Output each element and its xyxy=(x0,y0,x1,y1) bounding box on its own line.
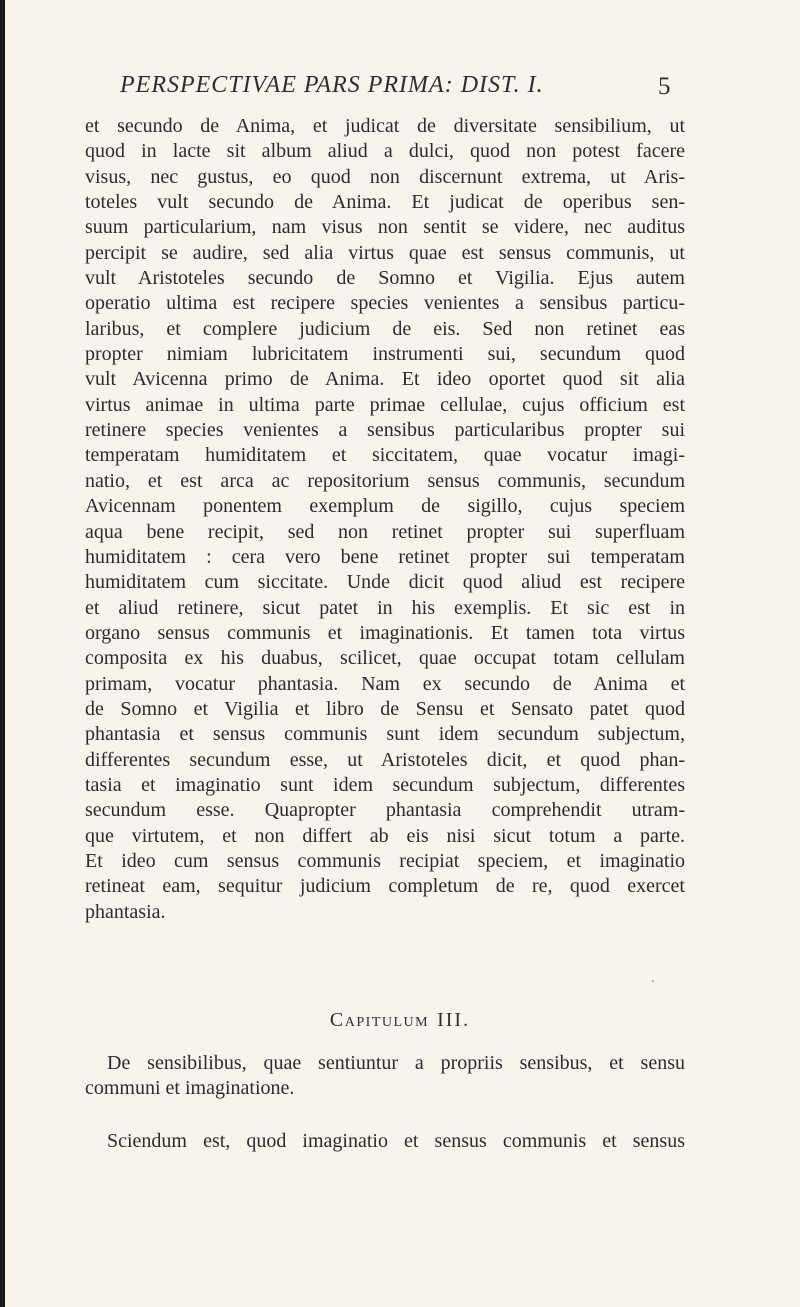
text-line: retineat eam, sequitur judicium completum de re, quod exercet xyxy=(85,875,685,898)
text-line: suum particularium, nam visus non sentit se videre, nec auditus xyxy=(85,216,685,239)
page-number: 5 xyxy=(658,73,671,100)
text-line: retinere species venientes a sensibus particularibus propter sui xyxy=(85,419,685,442)
chapter-label: Capitulum xyxy=(329,1009,430,1031)
running-title: PERSPECTIVAE PARS PRIMA: DIST. I. xyxy=(120,72,544,98)
text-line: quod in lacte sit album aliud a dulci, quod non potest facere xyxy=(85,140,685,163)
text-line: et secundo de Anima, et judicat de diversitate sensibilium, ut xyxy=(85,115,685,137)
text-line: aqua bene recipit, sed non retinet propter sui superfluam xyxy=(85,520,685,543)
text-line: phantasia. xyxy=(85,900,166,923)
text-line: differentes secundum esse, ut Aristoteles dicit, et quod phan- xyxy=(85,748,685,771)
text-line: de Somno et Vigilia et libro de Sensu et Sensato patet quod xyxy=(85,697,685,720)
text-line: Sciendum est, quod imaginatio et sensus communis et sensus xyxy=(107,1130,685,1152)
text-line: secundum esse. Quapropter phantasia comprehendit utram- xyxy=(85,799,685,822)
text-line: et aliud retinere, sicut patet in his exemplis. Et sic est in xyxy=(85,596,685,619)
summary-line: De sensibilibus, quae sentiuntur a propriis sensibus, et sensu xyxy=(107,1052,685,1074)
printing-speck xyxy=(652,980,654,982)
text-line: percipit se audire, sed alia virtus quae est sensus communis, ut xyxy=(85,241,685,264)
text-line: que virtutem, et non differt ab eis nisi sicut totum a parte. xyxy=(85,824,685,847)
text-line: humiditatem cum siccitate. Unde dicit quod aliud est recipere xyxy=(85,571,685,594)
chapter-heading xyxy=(0,1009,800,1032)
text-line: humiditatem : cera vero bene retinet propter sui temperatam xyxy=(85,545,685,568)
text-line: virtus animae in ultima parte primae cellulae, cujus officium est xyxy=(85,393,685,416)
text-line: visus, nec gustus, eo quod non discernunt extrema, ut Aris- xyxy=(85,165,685,188)
text-line: laribus, et complere judicium de eis. Sed non retinet eas xyxy=(85,317,685,340)
text-line: vult Aristoteles secundo de Somno et Vigilia. Ejus autem xyxy=(85,267,685,290)
chapter-summary xyxy=(85,1051,685,1102)
text-line: natio, et est arca ac repositorium sensus communis, secundum xyxy=(85,469,685,492)
text-line: propter nimiam lubricitatem instrumenti sui, secundum quod xyxy=(85,343,685,366)
summary-line: communi et imaginatione. xyxy=(85,1077,295,1100)
text-line: composita ex his duabus, scilicet, quae occupat totam cellulam xyxy=(85,647,685,670)
text-line: toteles vult secundo de Anima. Et judicat de operibus sen- xyxy=(85,191,685,214)
chapter-opening-paragraph xyxy=(85,1129,685,1154)
text-line: vult Avicenna primo de Anima. Et ideo oportet quod sit alia xyxy=(85,368,685,391)
text-line: Et ideo cum sensus communis recipiat speciem, et imaginatio xyxy=(85,849,685,872)
text-line: Avicennam ponentem exemplum de sigillo, cujus speciem xyxy=(85,495,685,518)
text-line: organo sensus communis et imaginationis. Et tamen tota virtus xyxy=(85,621,685,644)
page-binding-edge xyxy=(0,0,5,1307)
text-line: temperatam humiditatem et siccitatem, quae vocatur imagi- xyxy=(85,444,685,467)
chapter-numeral: III. xyxy=(437,1009,471,1031)
text-line: phantasia et sensus communis sunt idem secundum subjectum, xyxy=(85,723,685,746)
text-line: tasia et imaginatio sunt idem secundum subjectum, differentes xyxy=(85,773,685,796)
text-line: operatio ultima est recipere species venientes a sensibus particu- xyxy=(85,292,685,315)
main-paragraph xyxy=(85,114,685,925)
text-line: primam, vocatur phantasia. Nam ex secundo de Anima et xyxy=(85,672,685,695)
